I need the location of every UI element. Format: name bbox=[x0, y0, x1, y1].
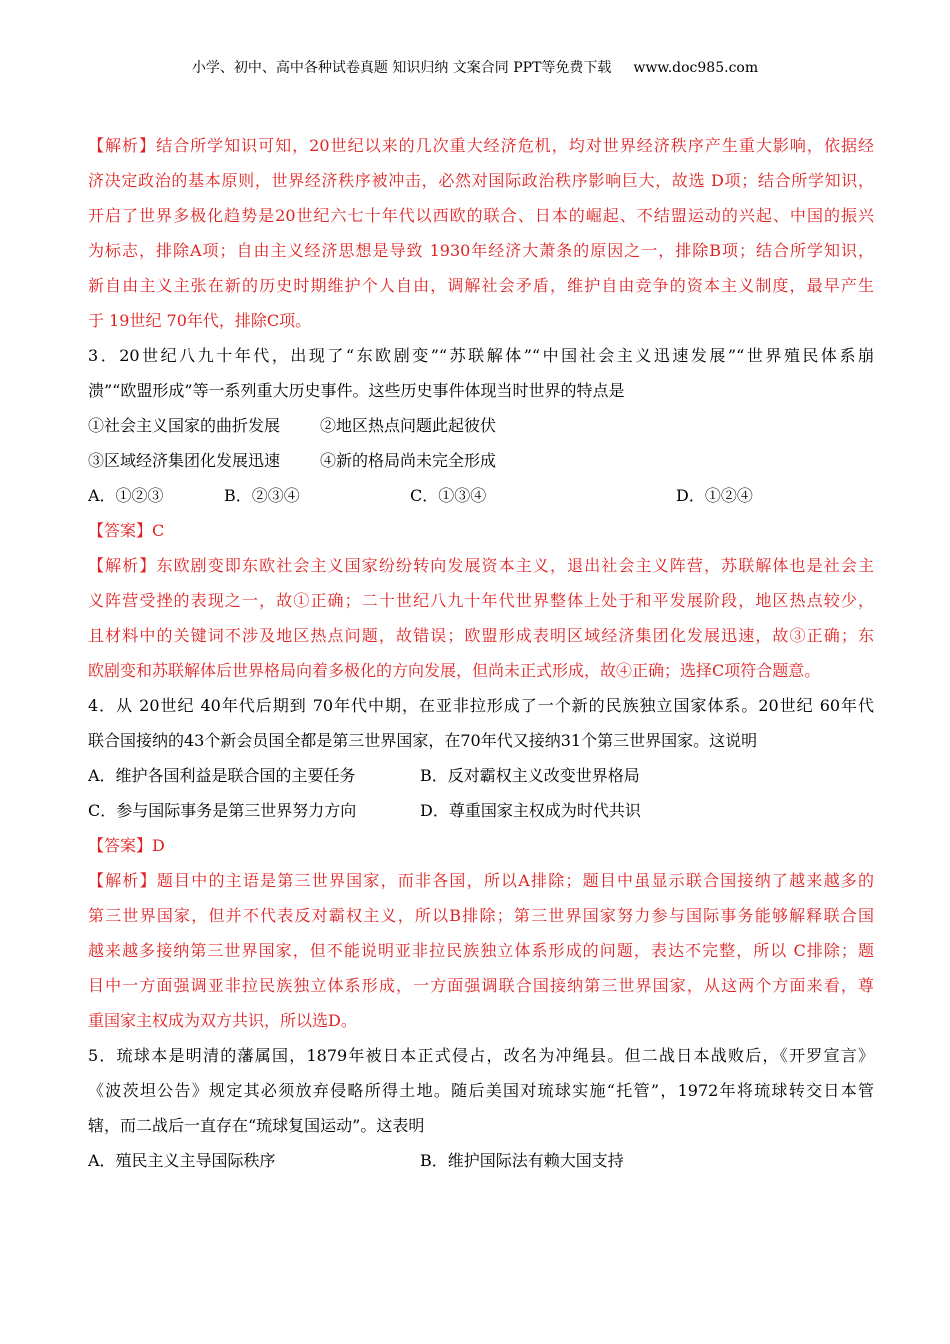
q2-analysis bbox=[88, 128, 874, 338]
page-header bbox=[0, 58, 950, 78]
question-stem-line: 4．从 20世纪 40年代后期到 70年代中期，在亚非拉形成了一个新的民族独立国家体系。20世纪 60年代 bbox=[88, 696, 874, 715]
analysis-line: 于 19世纪 70年代，排除C项。 bbox=[88, 311, 312, 330]
analysis-line: 且材料中的关键词不涉及地区热点问题，故错误；欧盟形成表明区域经济集团化发展迅速，故③正确；东 bbox=[88, 626, 874, 645]
option-c: C．①③④ bbox=[410, 486, 487, 505]
analysis-line: 新自由主义主张在新的历史时期维护个人自由，调解社会矛盾，维护自由竞争的资本主义制度，最早产生 bbox=[88, 276, 874, 295]
question-stem-line: 联合国接纳的43个新会员国全都是第三世界国家，在70年代又接纳31个第三世界国家。这说明 bbox=[88, 731, 758, 750]
question-3 bbox=[88, 338, 874, 688]
analysis-line: 开启了世界多极化趋势是20世纪六七十年代以西欧的联合、日本的崛起、不结盟运动的兴起、中国的振兴 bbox=[88, 206, 874, 225]
statement-1: ①社会主义国家的曲折发展 bbox=[88, 416, 281, 435]
option-c: C．参与国际事务是第三世界努力方向 bbox=[88, 801, 357, 820]
statement-4: ④新的格局尚未完全形成 bbox=[320, 451, 497, 470]
option-b: B．反对霸权主义改变世界格局 bbox=[420, 766, 640, 785]
question-4 bbox=[88, 688, 874, 1038]
option-b: B．②③④ bbox=[224, 486, 300, 505]
option-d: D．①②④ bbox=[676, 486, 753, 505]
header-text: 小学、初中、高中各种试卷真题 知识归纳 文案合同 PPT等免费下载 bbox=[191, 60, 612, 76]
document-body bbox=[88, 128, 874, 1178]
answer-tag: 【答案】 bbox=[88, 836, 153, 855]
analysis-line: 济决定政治的基本原则，世界经济秩序被冲击，必然对国际政治秩序影响巨大，故选 D项；结合所学知识， bbox=[88, 171, 874, 190]
options-row bbox=[88, 758, 874, 793]
option-a: A．①②③ bbox=[88, 486, 164, 505]
header-site: www.doc985.com bbox=[633, 60, 759, 76]
answer-tag: 【答案】 bbox=[88, 521, 153, 540]
analysis-line: 越来越多接纳第三世界国家，但不能说明亚非拉民族独立体系形成的问题，表达不完整，所以 C排除；题 bbox=[88, 941, 874, 960]
options-row bbox=[88, 1143, 874, 1178]
option-d: D．尊重国家主权成为时代共识 bbox=[420, 801, 641, 820]
question-5 bbox=[88, 1038, 874, 1178]
statement-2: ②地区热点问题此起彼伏 bbox=[320, 416, 497, 435]
option-b: B．维护国际法有赖大国支持 bbox=[420, 1151, 624, 1170]
option-a: A．维护各国利益是联合国的主要任务 bbox=[88, 766, 356, 785]
answer-line bbox=[88, 513, 874, 548]
analysis-tag: 【解析】 bbox=[88, 871, 157, 890]
answer-value: D bbox=[152, 836, 165, 855]
q4-analysis bbox=[88, 863, 874, 1038]
options-row bbox=[88, 478, 874, 513]
analysis-line: 目中一方面强调亚非拉民族独立体系形成，一方面强调联合国接纳第三世界国家，从这两个方面来看，尊 bbox=[88, 976, 874, 995]
options-row bbox=[88, 793, 874, 828]
question-stem-line: 辖，而二战后一直存在“琉球复国运动”。这表明 bbox=[88, 1116, 425, 1135]
analysis-line: 【解析】东欧剧变即东欧社会主义国家纷纷转向发展资本主义，退出社会主义阵营，苏联解体也是社会主 bbox=[88, 556, 874, 575]
analysis-line: 为标志，排除A项；自由主义经济思想是导致 1930年经济大萧条的原因之一，排除B项；结合所学知识， bbox=[88, 241, 874, 260]
q3-analysis bbox=[88, 548, 874, 688]
answer-line bbox=[88, 828, 874, 863]
statement-3: ③区域经济集团化发展迅速 bbox=[88, 451, 281, 470]
statement-row bbox=[88, 408, 874, 443]
question-stem-line: 5．琉球本是明清的藩属国，1879年被日本正式侵占，改名为冲绳县。但二战日本战败后，《开罗宣言》 bbox=[88, 1046, 874, 1065]
analysis-line: 【解析】题目中的主语是第三世界国家，而非各国，所以A排除；题目中虽显示联合国接纳了越来越多的 bbox=[88, 871, 874, 890]
statement-row bbox=[88, 443, 874, 478]
question-stem-line: 《波茨坦公告》规定其必须放弃侵略所得土地。随后美国对琉球实施“托管”，1972年将琉球转交日本管 bbox=[88, 1081, 874, 1100]
analysis-line: 第三世界国家，但并不代表反对霸权主义，所以B排除；第三世界国家努力参与国际事务能够解释联合国 bbox=[88, 906, 874, 925]
question-stem-line: 溃”“欧盟形成”等一系列重大历史事件。这些历史事件体现当时世界的特点是 bbox=[88, 381, 625, 400]
analysis-line: 欧剧变和苏联解体后世界格局向着多极化的方向发展，但尚未正式形成，故④正确；选择C项符合题意。 bbox=[88, 661, 821, 680]
analysis-line: 【解析】结合所学知识可知，20世纪以来的几次重大经济危机，均对世界经济秩序产生重大影响，依据经 bbox=[88, 136, 874, 155]
option-a: A．殖民主义主导国际秩序 bbox=[88, 1151, 276, 1170]
analysis-line: 义阵营受挫的表现之一，故①正确；二十世纪八九十年代世界整体上处于和平发展阶段，地区热点较少， bbox=[88, 591, 874, 610]
question-stem-line: 3．20世纪八九十年代，出现了“东欧剧变”“苏联解体”“中国社会主义迅速发展”“世界殖民体系崩 bbox=[88, 346, 874, 365]
analysis-tag: 【解析】 bbox=[88, 556, 157, 575]
analysis-line: 重国家主权成为双方共识，所以选D。 bbox=[88, 1011, 357, 1030]
analysis-tag: 【解析】 bbox=[88, 136, 157, 155]
answer-value: C bbox=[152, 521, 165, 540]
